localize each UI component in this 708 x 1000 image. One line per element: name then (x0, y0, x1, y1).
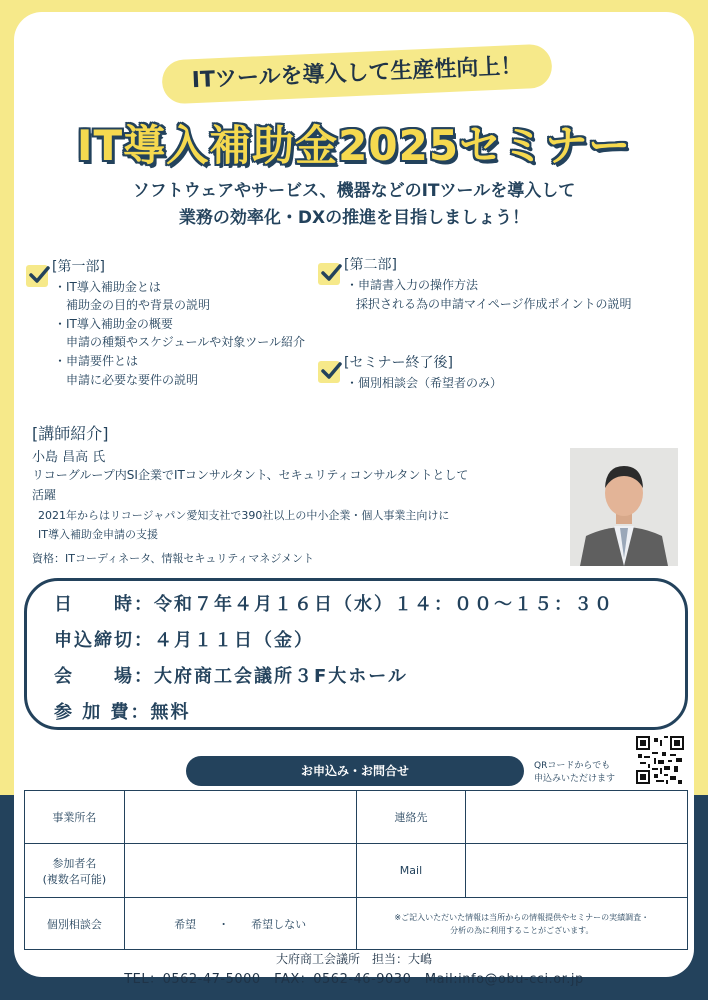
mail-field[interactable] (466, 844, 688, 898)
qr-code[interactable] (636, 736, 684, 784)
part1-line: ・IT導入補助金の概要 (54, 317, 173, 331)
part1-line: 申請に必要な要件の説明 (66, 373, 199, 387)
lecturer-photo (570, 448, 678, 566)
event-deadline: 申込締切：４月１１日（金） (54, 630, 314, 651)
part3-heading: [セミナー終了後] (344, 355, 453, 371)
lecturer-name: 小島 昌高 氏 (32, 450, 106, 465)
lecturer-line: 2021年からはリコージャパン愛知支社で390社以上の中小企業・個人事業主向けに (38, 509, 450, 522)
application-form (24, 790, 688, 950)
participant-label: 参加者名 (複数名可能) (25, 844, 125, 898)
office-name-field[interactable] (124, 791, 356, 844)
consult-label: 個別相談会 (25, 898, 125, 950)
footer-organization: 大府商工会議所 担当：大嶋 (275, 952, 432, 966)
subtitle: ソフトウェアやサービス、機器などのITツールを導入して 業務の効率化・DXの推進を目指しましょう！ (132, 181, 576, 228)
tagline: ITツールを導入して生産性向上！ (191, 53, 523, 94)
check-icon (318, 263, 340, 285)
part3-line: ・個別相談会（希望者のみ） (346, 376, 503, 390)
lecturer-heading: [講師紹介] (32, 424, 109, 443)
check-icon (26, 265, 48, 287)
check-icon (318, 361, 340, 383)
part2-heading: [第二部] (344, 257, 397, 273)
tagline-banner (162, 40, 552, 100)
qr-caption: QRコードからでも 申込みいただけます (534, 761, 616, 784)
lecturer-qualification: 資格：ITコーディネータ、情報セキュリティマネジメント (32, 552, 314, 565)
lecturer-line: IT導入補助金申請の支援 (38, 528, 158, 541)
participant-field[interactable] (124, 844, 356, 898)
part1-line: 補助金の目的や背景の説明 (66, 298, 211, 312)
page-title: IT導入補助金2025セミナー (76, 121, 632, 170)
mail-label: Mail (356, 844, 466, 898)
part2-line: 採択される為の申請マイページ作成ポイントの説明 (356, 297, 632, 311)
part2-line: ・申請書入力の操作方法 (346, 278, 479, 292)
event-venue: 会 場：大府商工会議所３F大ホール (54, 666, 408, 687)
office-name-label: 事業所名 (25, 791, 125, 844)
contact-field[interactable] (466, 791, 688, 844)
part1-line: ・IT導入補助金とは (54, 280, 161, 294)
lecturer-line: 活躍 (32, 488, 57, 502)
lecturer-line: リコーグループ内SI企業でITコンサルタント、セキュリティコンサルタントとして (32, 468, 469, 482)
privacy-note: ※ご記入いただいた情報は当所からの情報提供やセミナーの実績調査・ 分析の為に利用することがございます。 (356, 898, 687, 950)
part1-line: ・申請要件とは (54, 354, 139, 368)
event-fee: 参 加 費：無料 (54, 702, 191, 723)
consult-options[interactable]: 希望 ・ 希望しない (124, 898, 356, 950)
apply-contact-banner: お申込み・お問合せ (186, 756, 524, 786)
contact-label: 連絡先 (356, 791, 466, 844)
part1-line: 申請の種類やスケジュールや対象ツール紹介 (66, 335, 306, 349)
footer-contact: TEL：0562-47-5000 FAX：0562-46-9030 Mail:info@obu-cci.or.jp (124, 972, 584, 987)
event-date: 日 時：令和７年４月１６日（水）１４：００～１５：３０ (54, 594, 614, 615)
part1-heading: [第一部] (52, 259, 105, 275)
